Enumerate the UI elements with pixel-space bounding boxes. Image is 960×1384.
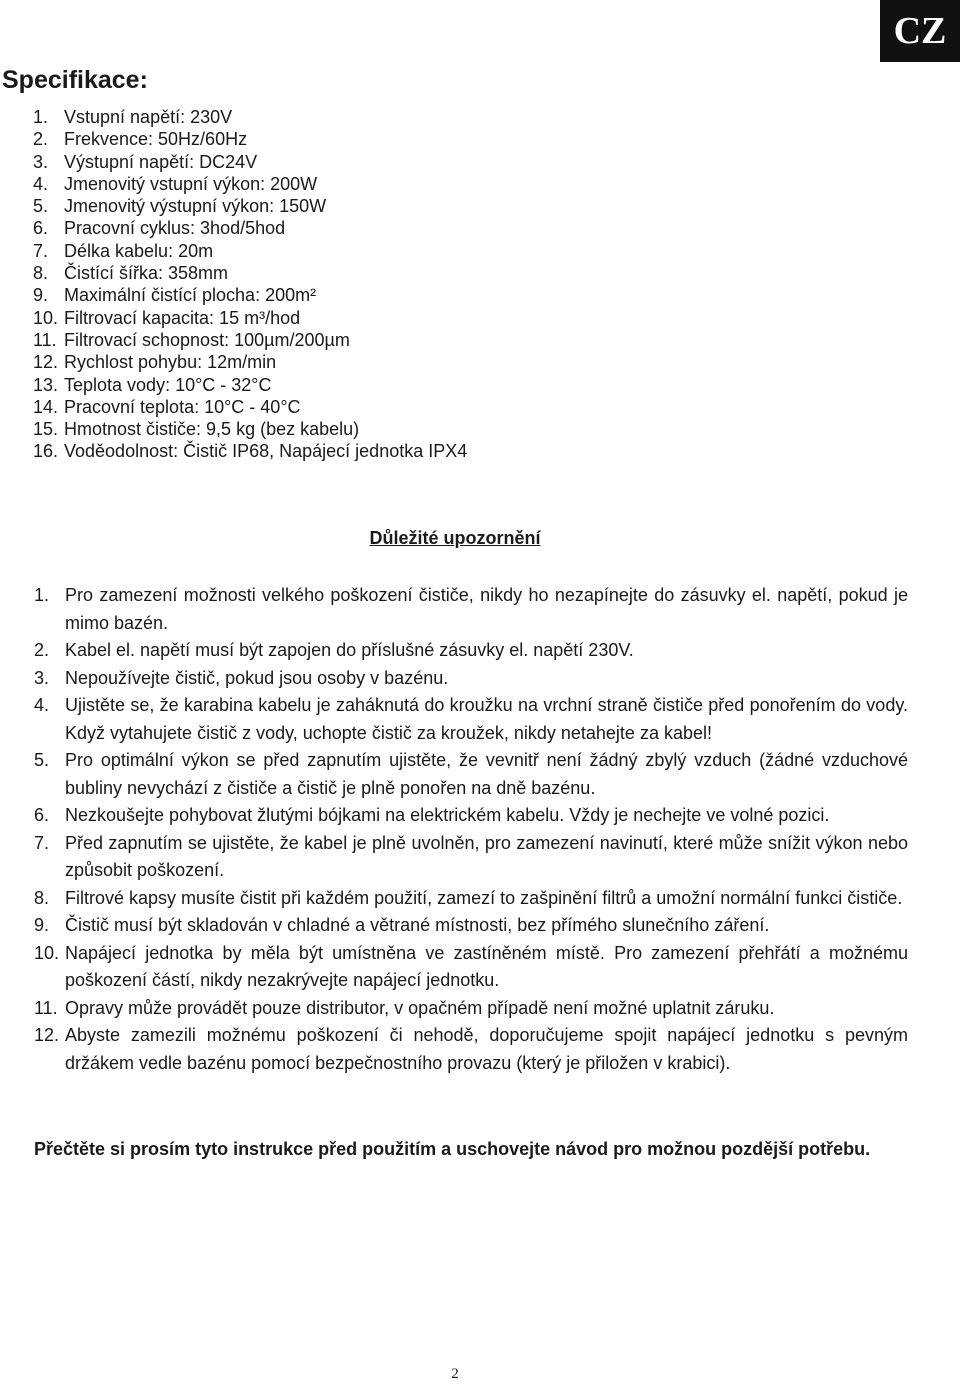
spec-item <box>0 284 700 306</box>
spec-number: 8. <box>33 263 49 284</box>
spec-item <box>0 307 700 329</box>
spec-number: 3. <box>33 151 49 172</box>
notice-item <box>34 802 908 830</box>
spec-item <box>0 128 700 150</box>
spec-text: Délka kabelu: 20m <box>64 240 214 261</box>
spec-item <box>0 396 700 418</box>
spec-text: Výstupní napětí: DC24V <box>64 151 258 172</box>
spec-text: Filtrovací schopnost: 100µm/200µm <box>64 329 350 350</box>
notice-number: 8. <box>34 887 50 908</box>
notice-text: Pro zamezení možnosti velkého poškození čističe, nikdy ho nezapínejte do zásuvky el. napětí, pokud je mimo bazén. <box>65 585 908 633</box>
notice-text: Nepoužívejte čistič, pokud jsou osoby v bazénu. <box>65 667 449 688</box>
spec-text: Maximální čistící plocha: 200m² <box>64 285 317 306</box>
spec-text: Frekvence: 50Hz/60Hz <box>64 129 248 150</box>
spec-text: Pracovní cyklus: 3hod/5hod <box>64 218 286 239</box>
important-notice-heading: Důležité upozornění <box>369 528 541 548</box>
spec-item <box>0 217 700 239</box>
notice-item <box>34 940 908 995</box>
spec-number: 15. <box>33 419 59 440</box>
spec-number: 6. <box>33 218 49 239</box>
notice-item <box>34 582 908 637</box>
spec-item <box>0 351 700 373</box>
spec-text: Voděodolnost: Čistič IP68, Napájecí jednotka IPX4 <box>64 441 468 462</box>
important-notice-list <box>34 582 908 1077</box>
notice-text: Pro optimální výkon se před zapnutím ujistěte, že vevnitř není žádný zbylý vzduch (žádné vzduchové bubliny nevychází z čističe a čistič je plně ponořen na dně bazénu. <box>65 750 908 798</box>
notice-text: Nezkoušejte pohybovat žlutými bójkami na elektrickém kabelu. Vždy je nechejte ve volné pozici. <box>65 805 830 825</box>
spec-number: 13. <box>33 374 59 395</box>
spec-number: 10. <box>33 307 59 328</box>
notice-item <box>34 637 908 665</box>
notice-text: Filtrové kapsy musíte čistit při každém použití, zamezí to zašpinění filtrů a umožní normální funkci čističe. <box>65 887 903 908</box>
spec-number: 7. <box>33 240 49 261</box>
notice-number: 1. <box>34 585 50 605</box>
final-note: Přečtěte si prosím tyto instrukce před použitím a uschovejte návod pro možnou pozdější potřebu. <box>34 1139 871 1159</box>
notice-text: Ujistěte se, že karabina kabelu je zaháknutá do kroužku na vrchní straně čističe před ponořením do vody. Když vytahujete čistič z vody, uchopte čistič za kroužek, nikdy netahejte za kabel! <box>65 695 908 743</box>
spec-text: Pracovní teplota: 10°C - 40°C <box>64 396 301 417</box>
spec-item <box>0 151 700 173</box>
notice-text: Opravy může provádět pouze distributor, v opačném případě není možné uplatnit záruku. <box>65 997 775 1018</box>
spec-number: 5. <box>33 196 49 217</box>
notice-number: 5. <box>34 750 50 770</box>
notice-item <box>34 1022 908 1077</box>
notice-item <box>34 995 908 1023</box>
spec-text: Hmotnost čističe: 9,5 kg (bez kabelu) <box>64 419 360 440</box>
notice-number: 4. <box>34 695 50 715</box>
spec-number: 4. <box>33 173 49 194</box>
notice-number: 7. <box>34 832 50 853</box>
notice-text: Napájecí jednotka by měla být umístněna ve zastíněném místě. Pro zamezení přehřátí a možnému poškození částí, nikdy nezakrývejte napájecí jednotku. <box>65 942 908 990</box>
notice-item <box>34 665 908 693</box>
notice-item <box>34 747 908 802</box>
language-badge: CZ <box>880 0 960 62</box>
notice-number: 6. <box>34 805 50 825</box>
spec-item <box>0 329 700 351</box>
spec-number: 16. <box>33 441 59 462</box>
spec-text: Teplota vody: 10°C - 32°C <box>64 374 272 395</box>
notice-text: Čistič musí být skladován v chladné a větrané místnosti, bez přímého slunečního záření. <box>65 915 770 935</box>
spec-text: Vstupní napětí: 230V <box>64 107 233 127</box>
spec-number: 2. <box>33 129 49 150</box>
notice-number: 12. <box>34 1025 60 1045</box>
spec-text: Jmenovitý vstupní výkon: 200W <box>64 173 318 194</box>
spec-item <box>0 240 700 262</box>
notice-text: Kabel el. napětí musí být zapojen do příslušné zásuvky el. napětí 230V. <box>65 640 634 660</box>
spec-item <box>0 418 700 440</box>
notice-item <box>34 885 908 913</box>
spec-item <box>0 106 700 128</box>
notice-number: 2. <box>34 640 50 660</box>
spec-number: 9. <box>33 285 49 306</box>
notice-number: 9. <box>34 915 50 935</box>
notice-number: 3. <box>34 667 50 688</box>
spec-number: 12. <box>33 352 59 373</box>
spec-text: Jmenovitý výstupní výkon: 150W <box>64 196 327 217</box>
page-number: 2 <box>451 1366 459 1382</box>
specifications-list <box>0 106 700 463</box>
spec-item <box>0 440 700 462</box>
spec-item <box>0 173 700 195</box>
notice-text: Před zapnutím se ujistěte, že kabel je plně uvolněn, pro zamezení navinutí, které může snížit výkon nebo způsobit poškození. <box>65 832 908 880</box>
notice-text: Abyste zamezili možnému poškození či nehodě, doporučujeme spojit napájecí jednotku s pevným držákem vedle bazénu pomocí bezpečnostního provazu (který je přiložen v krabici). <box>65 1025 908 1073</box>
spec-item <box>0 195 700 217</box>
spec-number: 11. <box>33 329 57 350</box>
spec-item <box>0 374 700 396</box>
spec-number: 14. <box>33 396 59 417</box>
notice-number: 10. <box>34 942 60 963</box>
spec-number: 1. <box>33 107 49 127</box>
spec-text: Rychlost pohybu: 12m/min <box>64 352 277 373</box>
spec-text: Filtrovací kapacita: 15 m³/hod <box>64 307 301 328</box>
notice-number: 11. <box>34 997 58 1018</box>
spec-text: Čistící šířka: 358mm <box>64 263 229 284</box>
specifications-heading: Specifikace: <box>2 66 148 94</box>
notice-item <box>34 692 908 747</box>
notice-item <box>34 830 908 885</box>
notice-item <box>34 912 908 940</box>
spec-item <box>0 262 700 284</box>
